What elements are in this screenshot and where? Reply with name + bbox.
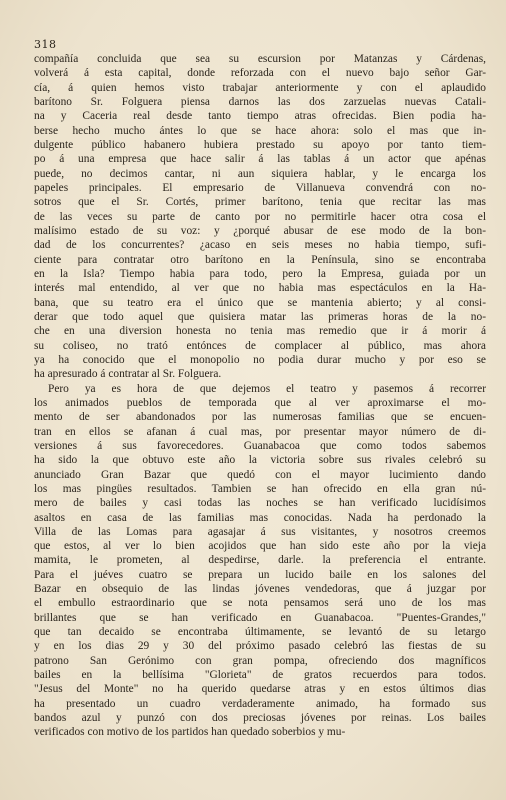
text-line: derar que todo aquel que quisiera matar las primeras horas de la no- (34, 310, 486, 323)
text-line: en la Isla? Tiempo habia para todo, pero la Empresa, guiada por un (34, 267, 486, 280)
text-line: dad de los concurrentes? ¿acaso en seis meses no habia tiempo, sufi- (34, 239, 486, 252)
text-line: mamita, le prometen, al despedirse, darle. la preferencia el entrante. (34, 554, 486, 567)
text-line: na y Caceria real desde tanto tiempo atras ofrecidas. Bien podia ha- (34, 110, 486, 123)
text-line: malísimo estado de su voz: y ¿porqué abusar de ese modo de la bon- (34, 224, 486, 237)
text-line: cía, á quien hemos visto trabajar anteriormente y con el aplaudido (34, 81, 486, 94)
text-line: "Jesus del Monte" no ha querido quedarse atras y en estos últimos dias (34, 683, 486, 696)
text-line: tran en ellos se afanan á cual mas, por presentar mayor número de di- (34, 425, 486, 438)
text-line: su coliseo, no trató entónces de complacer al público, mas ahora (34, 339, 486, 352)
text-line: asaltos en casa de las familias mas conocidas. Nada ha perdonado la (34, 511, 486, 524)
text-line: ciente para contratar otro barítono en la Península, sino se encontraba (34, 253, 486, 266)
text-line: ha sido la que obtuvo este año la victoria sobre sus rivales celebró su (34, 454, 486, 467)
text-line: papeles principales. El empresario de Villanueva convendrá con no- (34, 181, 486, 194)
text-line: mero de bailes y casi todas las noches se han verificado lucidísimos (34, 497, 486, 510)
text-line: de las veces su parte de canto por no permitirle hacer otra cosa el (34, 210, 486, 223)
text-line: los mas pingües resultados. Tambien se han ofrecido en ella gran nú- (34, 482, 486, 495)
text-line: volverá á esta capital, donde reforzada con el nuevo bajo señor Gar- (34, 67, 486, 80)
text-line: Bazar en obsequio de las lindas jóvenes vendedoras, que á juzgar por (34, 583, 486, 596)
text-line: brillantes que se han verificado en Guanabacoa. "Puentes-Grandes," (34, 611, 486, 624)
article-text (34, 52, 486, 740)
text-line: los animados pueblos de temporada que al ver aproximarse el mo- (34, 396, 486, 409)
text-line: dulgente público habanero hubiera prestado su apoyo por tanto tiem- (34, 138, 486, 151)
text-line: bandos azul y punzó con dos preciosas jóvenes por reinas. Los bailes (34, 712, 486, 725)
text-line: interés mal entendido, al ver que no habia mas espectáculos en la Ha- (34, 282, 486, 295)
text-line: Pero ya es hora de que dejemos el teatro y pasemos á recorrer (48, 382, 486, 395)
text-line: compañía concluida que sea su escursion por Matanzas y Cárdenas, (34, 53, 486, 65)
text-line: el embullo estraordinario que se nota pensamos será uno de los mas (34, 597, 486, 610)
text-line: berse hecho mucho ántes lo que se hace ahora: solo el mas que in- (34, 124, 486, 137)
page-number: 318 (34, 38, 57, 51)
text-line: po á una empresa que hace salir á las tablas á un actor que apénas (34, 153, 486, 166)
text-line: y en los dias 29 y 30 del próximo pasado celebró las fiestas de su (34, 640, 486, 653)
text-line: que tan decaido se encontraba últimamente, se levantó de su letargo (34, 626, 486, 639)
text-line: que estos, al ver lo bien acojidos que han sido este año por la vieja (34, 540, 486, 553)
text-line: verificados con motivo de los partidos han quedado soberbios y mu- (34, 726, 346, 739)
text-line: bana, que su teatro era el único que se mantenia abierto; y al consi- (34, 296, 486, 309)
text-line: versiones á sus favorecedores. Guanabacoa que como todos sabemos (34, 439, 486, 452)
text-line: patrono San Gerónimo con gran pompa, ofreciendo dos magníficos (34, 654, 486, 667)
text-line: barítono Sr. Folguera piensa darnos las dos zarzuelas nuevas Catali- (34, 95, 486, 108)
text-line: mento de ser abandonados por las numerosas familias que se encuen- (34, 411, 486, 424)
text-line: Villa de las Lomas para agasajar á sus visitantes, y nosotros creemos (34, 525, 486, 538)
text-line: bailes en la bellísima "Glorieta" de gratos recuerdos para todos. (34, 669, 486, 682)
text-line: puede, no decimos cantar, ni aun siquiera hablar, y le encarga los (34, 167, 486, 180)
text-line: Para el juéves cuatro se prepara un lucido baile en los salones del (34, 568, 486, 581)
text-line: anunciado Gran Bazar que quedó con el mayor lucimiento dando (34, 468, 486, 481)
text-line: ya ha conocido que el monopolio no podia durar mucho y por eso se (34, 353, 486, 366)
text-line: ha presentado un cuadro verdaderamente animado, ha formado sus (34, 697, 486, 710)
text-line: ha apresurado á contratar al Sr. Folguera. (34, 368, 222, 381)
text-line: sotros que el Sr. Cortés, primer barítono, tenia que recitar las mas (34, 196, 486, 209)
text-line: che en una diversion honesta no tenia mas remedio que ir á morir á (34, 325, 486, 338)
